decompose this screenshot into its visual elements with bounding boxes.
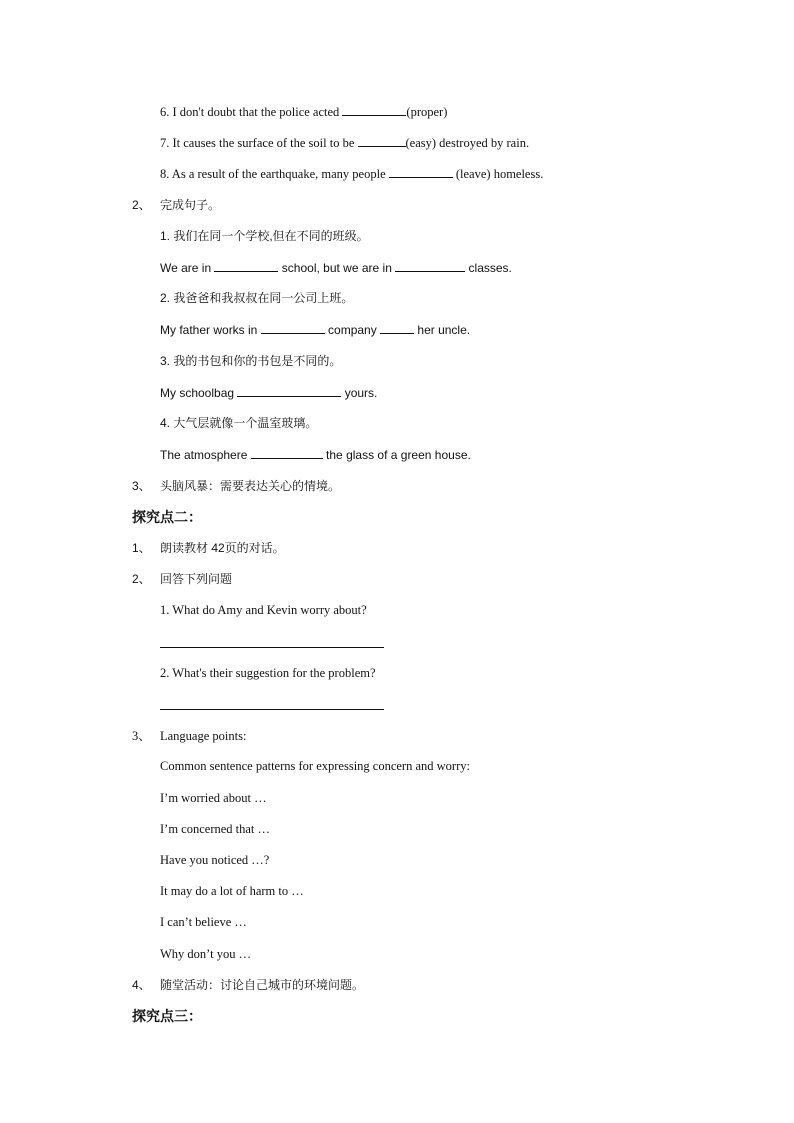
- question-3: [132, 478, 340, 494]
- question-2-heading: [132, 197, 220, 213]
- blank-line: [251, 446, 323, 459]
- exercise-item-8: [160, 165, 543, 182]
- blank-line: [342, 103, 406, 116]
- question-2: 2. What's their suggestion for the problem?: [160, 666, 376, 680]
- blank-line: [380, 321, 414, 334]
- question-number: 3、: [132, 479, 151, 493]
- question-title: 完成句子。: [160, 198, 221, 212]
- item-text: (easy) destroyed by rain.: [405, 136, 530, 150]
- sentence-en-4: [160, 446, 471, 463]
- patterns-intro: Common sentence patterns for expressing concern and worry:: [160, 759, 470, 773]
- pattern-line: I’m worried about …: [160, 791, 267, 805]
- blank-line: [261, 321, 325, 334]
- pattern-line: Why don’t you …: [160, 947, 252, 961]
- sentence-cn-2: 2. 我爸爸和我叔叔在同一公司上班。: [160, 291, 354, 305]
- item-text: 回答下列问题: [160, 572, 233, 586]
- sentence-text: school, but we are in: [278, 261, 396, 275]
- item-number: 3、: [132, 729, 151, 743]
- exercise-item-6: [160, 103, 447, 120]
- question-number: 2、: [132, 198, 151, 212]
- pattern-line: It may do a lot of harm to …: [160, 884, 304, 898]
- sentence-text: her uncle.: [414, 323, 471, 337]
- sentence-cn-1: 1. 我们在同一个学校,但在不同的班级。: [160, 229, 369, 243]
- blank-line: [389, 165, 453, 178]
- sentence-text: We are in: [160, 261, 215, 275]
- item-text: 7. It causes the surface of the soil to be: [160, 136, 358, 150]
- item-number: 1、: [132, 541, 151, 555]
- pattern-line: I can’t believe …: [160, 915, 247, 929]
- sentence-text: company: [324, 323, 381, 337]
- part2-item-1: [132, 540, 285, 556]
- question-1: 1. What do Amy and Kevin worry about?: [160, 603, 367, 617]
- part2-item-2: [132, 571, 232, 587]
- sentence-en-2: [160, 321, 470, 338]
- section-heading-part2: 探究点二：: [132, 509, 202, 525]
- sentence-text: classes.: [465, 261, 512, 275]
- sentence-text: My father works in: [160, 323, 261, 337]
- sentence-text: the glass of a green house.: [322, 448, 471, 462]
- sentence-en-1: [160, 259, 512, 276]
- pattern-line: I’m concerned that …: [160, 822, 271, 836]
- item-text: 8. As a result of the earthquake, many people: [160, 167, 389, 181]
- sentence-cn-3: 3. 我的书包和你的书包是不同的。: [160, 354, 342, 368]
- item-text: 朗读教材 42页的对话。: [160, 541, 285, 555]
- item-text: Language points:: [160, 729, 247, 743]
- question-title: 头脑风暴：需要表达关心的情境。: [160, 479, 341, 493]
- item-text: 6. I don't doubt that the police acted: [160, 105, 343, 119]
- part2-item-4: [132, 977, 364, 993]
- part2-item-3: [132, 728, 246, 744]
- blank-line: [214, 259, 278, 272]
- sentence-cn-4: 4. 大气层就像一个温室玻璃。: [160, 416, 318, 430]
- answer-line-1[interactable]: [160, 647, 384, 648]
- sentence-en-3: [160, 384, 377, 401]
- blank-line: [395, 259, 465, 272]
- sentence-text: My schoolbag: [160, 386, 238, 400]
- item-text: (proper): [406, 105, 448, 119]
- item-text: 随堂活动：讨论自己城市的环境问题。: [160, 978, 365, 992]
- exercise-item-7: [160, 134, 529, 151]
- sentence-text: The atmosphere: [160, 448, 251, 462]
- item-text: (leave) homeless.: [452, 167, 544, 181]
- blank-line: [358, 134, 406, 147]
- sentence-text: yours.: [341, 386, 378, 400]
- pattern-line: Have you noticed …?: [160, 853, 270, 867]
- section-heading-part3: 探究点三：: [132, 1008, 202, 1024]
- item-number: 4、: [132, 978, 151, 992]
- item-number: 2、: [132, 572, 151, 586]
- answer-line-2[interactable]: [160, 709, 384, 710]
- blank-line: [237, 384, 341, 397]
